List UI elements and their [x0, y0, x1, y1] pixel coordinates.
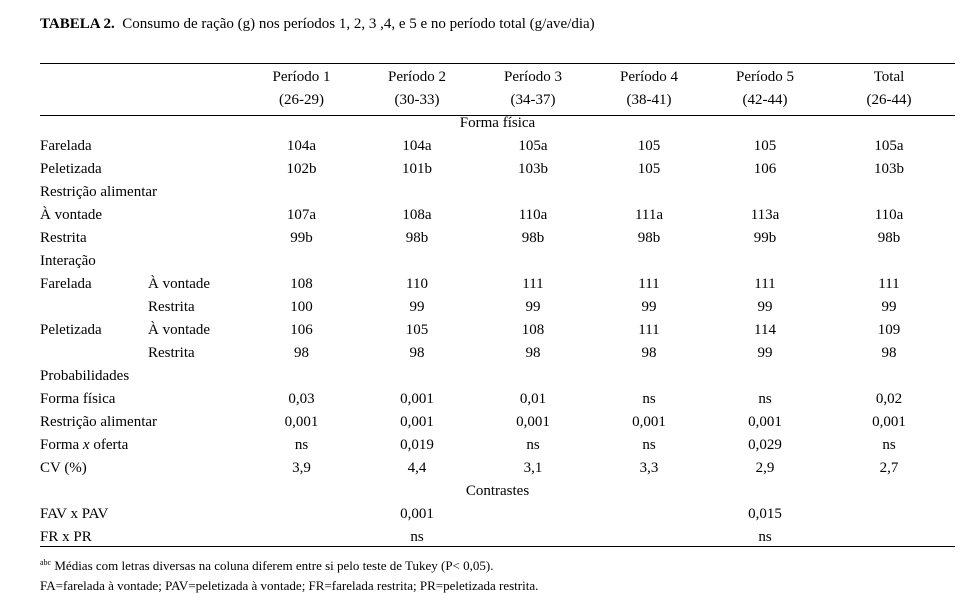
table-cell: 105: [405, 322, 429, 338]
section-restricao: Restrição alimentar: [40, 184, 158, 200]
section-row: [40, 181, 955, 204]
period-3-header: Período 3: [504, 69, 562, 85]
table-cell: 0,029: [748, 437, 782, 453]
table-cell: 109: [877, 322, 901, 338]
table-cell: 110a: [518, 207, 548, 223]
table-row: [40, 503, 955, 526]
table-cell: 108: [290, 276, 313, 292]
section-row: [40, 480, 955, 503]
footnote-1-text: Médias com letras diversas na coluna diferem entre si pelo teste de Tukey (P< 0,05).: [51, 558, 494, 573]
table-cell: 2,9: [755, 460, 775, 476]
table-cell: ns: [410, 529, 424, 545]
header-row-names: [40, 66, 955, 89]
table-cell: 0,001: [284, 414, 319, 430]
table-cell: 0,02: [875, 391, 903, 407]
table-cell: 99: [525, 299, 541, 315]
table-row: [40, 457, 955, 480]
row-label-italic-x: x: [82, 437, 90, 453]
consumption-table: [40, 66, 955, 549]
section-contrastes: Contrastes: [465, 483, 530, 499]
table-cell: 102b: [286, 161, 317, 177]
period-5-range: (42-44): [742, 92, 788, 108]
table-cell: 0,001: [632, 414, 666, 430]
table-row: [40, 227, 955, 250]
table-cell: 101b: [402, 161, 432, 177]
table-cell: 105: [637, 161, 661, 177]
top-rule: [40, 63, 955, 64]
table-footnotes: [40, 553, 955, 596]
table-cell: 107a: [286, 207, 317, 223]
table-cell: 108: [521, 322, 545, 338]
table-cell: 0,001: [516, 414, 550, 430]
table-cell: 108a: [402, 207, 432, 223]
table-cell: 99: [409, 299, 425, 315]
row-label: FR x PR: [40, 529, 92, 545]
period-4-header: Período 4: [620, 69, 678, 85]
row-label: À vontade: [148, 276, 211, 292]
row-group-label: Peletizada: [40, 322, 102, 338]
table-cell: 98b: [877, 230, 901, 246]
table-cell: 99: [757, 345, 773, 361]
section-forma-fisica: Forma física: [459, 115, 536, 131]
row-label: Peletizada: [40, 161, 102, 177]
table-cell: 3,3: [639, 460, 659, 476]
table-cell: 98b: [405, 230, 429, 246]
table-cell: ns: [758, 529, 772, 545]
table-cell: 99: [881, 299, 897, 315]
table-cell: 110a: [874, 207, 904, 223]
row-label: Restrita: [148, 299, 195, 315]
table-cell: 111: [522, 276, 544, 292]
period-4-range: (38-41): [626, 92, 672, 108]
table-cell: 98b: [637, 230, 661, 246]
table-row: [40, 273, 955, 296]
table-cell: 111a: [634, 207, 664, 223]
table-caption-label: TABELA 2.: [40, 16, 115, 32]
table-cell: 0,001: [400, 506, 434, 522]
table-cell: 104a: [402, 138, 432, 154]
section-interacao: Interação: [40, 253, 96, 269]
table-cell: 98: [294, 345, 309, 361]
table-cell: 3,1: [523, 460, 543, 476]
table-cell: 105a: [518, 138, 548, 154]
table-row: [40, 411, 955, 434]
row-label-part: oferta: [89, 437, 129, 453]
row-label: FAV x PAV: [40, 506, 109, 522]
table-cell: [591, 526, 707, 549]
table-row: [40, 135, 955, 158]
table-cell: 103b: [518, 161, 548, 177]
header-row-ranges: [40, 89, 955, 112]
table-cell: 4,4: [407, 460, 427, 476]
table-cell: 111: [878, 276, 900, 292]
table-cell: [823, 503, 955, 526]
row-label: [40, 434, 244, 457]
table-row: [40, 388, 955, 411]
period-1-header: Período 1: [272, 69, 331, 85]
section-row: [40, 250, 955, 273]
table-cell: 99b: [753, 230, 777, 246]
row-label: Forma física: [40, 391, 116, 407]
table-cell: 0,001: [400, 414, 434, 430]
footnote-2: FA=farelada à vontade; PAV=peletizada à vontade; FR=farelada restrita; PR=peletizada restrita.: [40, 578, 539, 593]
table-cell: 0,001: [748, 414, 782, 430]
table-cell: [244, 503, 359, 526]
table-cell: 98: [641, 345, 657, 361]
table-cell: 105: [753, 138, 777, 154]
table-cell: 103b: [874, 161, 904, 177]
table-cell: ns: [526, 437, 540, 453]
table-cell: 0,01: [519, 391, 547, 407]
table-cell: 0,03: [288, 391, 315, 407]
total-header: Total: [873, 69, 905, 85]
table-cell: 98: [525, 345, 541, 361]
row-group-label: Farelada: [40, 276, 92, 292]
table-cell: 106: [753, 161, 777, 177]
section-row: [40, 112, 955, 135]
table-cell: [475, 503, 591, 526]
row-label: CV (%): [40, 460, 87, 476]
row-label: À vontade: [40, 207, 103, 223]
table-cell: 3,9: [292, 460, 311, 476]
row-label: Restrição alimentar: [40, 414, 158, 430]
table-cell: 104a: [286, 138, 317, 154]
table-cell: 100: [290, 299, 313, 315]
period-5-header: Período 5: [736, 69, 794, 85]
footnote-superscript: abc: [40, 558, 52, 567]
table-cell: ns: [294, 437, 309, 453]
table-cell: [823, 526, 955, 549]
table-row: [40, 434, 955, 457]
section-row: [40, 365, 955, 388]
table-cell: ns: [642, 437, 656, 453]
table-cell: 0,019: [400, 437, 434, 453]
table-row: [40, 342, 955, 365]
table-cell: 111: [754, 276, 776, 292]
table-cell: 106: [290, 322, 313, 338]
row-label-part: Forma: [40, 437, 83, 453]
table-cell: 111: [638, 322, 660, 338]
table-cell: [244, 526, 359, 549]
table-caption-text: Consumo de ração (g) nos períodos 1, 2, 3 ,4, e 5 e no período total (g/ave/dia): [122, 16, 595, 32]
table-row: [40, 158, 955, 181]
table-row: [40, 296, 955, 319]
table-cell: 110: [406, 276, 428, 292]
table-cell: ns: [758, 391, 772, 407]
row-label: À vontade: [148, 322, 211, 338]
total-range: (26-44): [866, 92, 912, 108]
table-cell: 0,015: [748, 506, 782, 522]
section-probabilidades: Probabilidades: [40, 368, 130, 384]
table-cell: [475, 526, 591, 549]
table-cell: 113a: [750, 207, 780, 223]
table-cell: [591, 503, 707, 526]
row-label: Restrita: [148, 345, 195, 361]
table-cell: 114: [754, 322, 776, 338]
period-1-range: (26-29): [279, 92, 324, 108]
table-cell: 105: [637, 138, 661, 154]
table-cell: 0,001: [872, 414, 906, 430]
table-cell: 98: [409, 345, 425, 361]
footnote-1: [40, 553, 955, 576]
table-cell: 105a: [874, 138, 904, 154]
table-row: [40, 204, 955, 227]
table-cell: 0,001: [400, 391, 434, 407]
row-label: Restrita: [40, 230, 87, 246]
table-cell: 98b: [521, 230, 545, 246]
table-cell: 99: [641, 299, 657, 315]
table-row: [40, 526, 955, 549]
table-row: [40, 319, 955, 342]
period-3-range: (34-37): [510, 92, 556, 108]
table-cell: 111: [638, 276, 660, 292]
table-cell: 98: [881, 345, 897, 361]
row-label: Farelada: [40, 138, 92, 154]
table-cell: ns: [642, 391, 656, 407]
table-cell: 2,7: [879, 460, 899, 476]
table-cell: 99b: [290, 230, 313, 246]
table-cell: ns: [882, 437, 896, 453]
period-2-header: Período 2: [388, 69, 446, 85]
table-cell: 99: [757, 299, 773, 315]
table-caption: [40, 16, 595, 33]
period-2-range: (30-33): [394, 92, 440, 108]
